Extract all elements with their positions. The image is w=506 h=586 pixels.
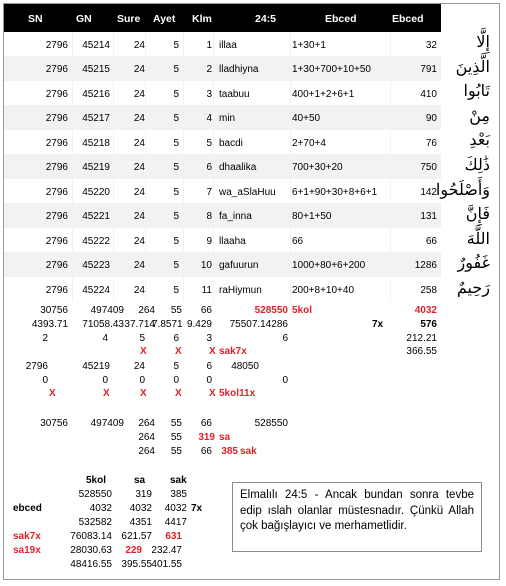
cell-ayet: 5 xyxy=(173,137,179,149)
tag-5kol11x: 5kol11x xyxy=(219,388,256,399)
avg-value: 576 xyxy=(420,319,437,330)
row6-sn: 2796 xyxy=(25,361,48,372)
cell-gn: 45221 xyxy=(82,211,110,223)
arabic-word: ذَٰلِكَ xyxy=(464,155,490,174)
total-klm: 66 xyxy=(200,418,212,429)
cell-value: 66 xyxy=(425,235,437,247)
cell-expr: 66 xyxy=(292,235,304,247)
mod-sure: 5 xyxy=(139,333,145,344)
cell-ayet: 5 xyxy=(173,260,179,272)
summary-cell: 232.47 xyxy=(151,545,182,556)
summary-label-sa19x: sa19x xyxy=(13,545,41,556)
summary-cell: 4351 xyxy=(129,517,152,528)
avg-gn: 71058.43 xyxy=(82,319,124,330)
x-mark: X xyxy=(103,388,110,399)
table-header xyxy=(4,4,441,32)
cell-sn: 2796 xyxy=(45,40,68,51)
zero-gn: 0 xyxy=(102,375,108,386)
sum-sure: 264 xyxy=(138,305,155,316)
x-mark: X xyxy=(140,388,147,399)
x-mark: X xyxy=(175,388,182,399)
header-klm: Klm xyxy=(192,13,212,25)
header-ayet: Ayet xyxy=(153,13,176,25)
cell-expr: 1000+80+6+200 xyxy=(292,260,366,272)
cell-value: 32 xyxy=(425,40,437,51)
summary-cell: 395.55 xyxy=(121,559,152,570)
summary-header-sak: sak xyxy=(170,475,187,486)
cell-sn: 2796 xyxy=(45,211,68,223)
total-expr: 528550 xyxy=(254,418,288,429)
header-sn: SN xyxy=(28,13,43,25)
cell-ayet: 5 xyxy=(173,64,179,76)
avg-ayet: 7.8571 xyxy=(152,319,183,330)
row6-ayet: 5 xyxy=(173,361,179,372)
row6-gn: 45219 xyxy=(82,361,110,372)
cell-word: llaaha xyxy=(219,235,246,247)
cell-sn: 2796 xyxy=(45,113,68,125)
cell-klm: 2 xyxy=(206,64,212,76)
cell-klm: 1 xyxy=(206,40,212,51)
row6-expr: 48050 xyxy=(231,361,259,372)
cell-sure: 24 xyxy=(133,40,145,51)
cell-sure: 24 xyxy=(133,260,145,272)
header-ebced-value: Ebced xyxy=(392,13,424,25)
cell-klm: 5 xyxy=(206,137,212,149)
cell-ayet: 5 xyxy=(173,211,179,223)
row6-klm: 6 xyxy=(206,361,212,372)
mod-klm: 3 xyxy=(206,333,212,344)
arabic-word: إِلَّا xyxy=(476,32,490,51)
zero-expr: 0 xyxy=(282,375,288,386)
cell-word: taabuu xyxy=(219,88,250,100)
summary-cell-highlight: 229 xyxy=(125,545,142,556)
cell-sn: 2796 xyxy=(45,284,68,296)
cell-expr: 1+30+700+10+50 xyxy=(292,64,371,76)
cell-klm: 11 xyxy=(201,284,212,296)
cell-sure: 24 xyxy=(133,162,145,174)
arabic-word: وَأَصْلَحُوا xyxy=(435,179,490,199)
cell-sn: 2796 xyxy=(45,162,68,174)
total-gn: 497409 xyxy=(90,418,124,429)
cell-word: wa_aSlaHuu xyxy=(219,186,276,198)
summary-cell: 401.55 xyxy=(151,559,182,570)
arabic-word: اللَّهَ xyxy=(466,228,490,248)
cell-gn: 45216 xyxy=(82,88,110,100)
cell-ayet: 5 xyxy=(173,235,179,247)
cell-sure: 24 xyxy=(133,88,145,100)
cell-sn: 2796 xyxy=(45,235,68,247)
total-sure: 264 xyxy=(138,418,155,429)
cell-sure: 24 xyxy=(133,211,145,223)
cell-expr: 400+1+2+6+1 xyxy=(292,88,355,100)
zero-sn: 0 xyxy=(42,375,48,386)
arabic-word: رَحِيمٌ xyxy=(456,278,490,297)
cell-gn: 45218 xyxy=(82,137,110,149)
tag-sak7x: sak7x xyxy=(219,346,247,357)
cell-klm: 8 xyxy=(206,211,212,223)
cell-ayet: 5 xyxy=(173,186,179,198)
sak-sure: 264 xyxy=(138,446,155,457)
cell-expr: 6+1+90+30+8+6+1 xyxy=(292,186,378,198)
cell-gn: 45217 xyxy=(82,113,110,125)
total-sn: 30756 xyxy=(40,418,68,429)
tag-sa: sa xyxy=(219,432,231,443)
cell-ayet: 5 xyxy=(173,284,179,296)
summary-cell: 4032 xyxy=(89,503,112,514)
summary-cell: 48416.55 xyxy=(70,559,112,570)
cell-gn: 45223 xyxy=(82,260,110,272)
ratio-value-2: 366.55 xyxy=(406,346,437,357)
x-mark: X xyxy=(209,346,216,357)
summary-label-sak7x: sak7x xyxy=(13,531,41,542)
cell-sn: 2796 xyxy=(45,64,68,76)
avg-expr: 75507.14286 xyxy=(229,319,288,330)
arabic-word: مِنْ xyxy=(469,105,490,125)
cell-value: 750 xyxy=(420,162,437,174)
zero-klm: 0 xyxy=(206,375,212,386)
sak-klm: 66 xyxy=(200,446,212,457)
cell-sure: 24 xyxy=(133,284,145,296)
zero-ayet: 0 xyxy=(173,375,179,386)
cell-sure: 24 xyxy=(133,113,145,125)
tag-sak: sak xyxy=(240,446,257,457)
cell-value: 90 xyxy=(425,113,437,125)
cell-value: 410 xyxy=(420,88,437,100)
summary-cell: 532582 xyxy=(78,517,112,528)
row6-sure: 24 xyxy=(133,361,145,372)
mod-gn: 4 xyxy=(102,333,108,344)
arabic-word: غَفُورٌ xyxy=(457,253,490,273)
x-mark: X xyxy=(209,388,216,399)
x-mark: X xyxy=(175,346,182,357)
tag-7x: 7x xyxy=(372,319,384,330)
cell-word: bacdi xyxy=(219,137,243,149)
sum-expr: 528550 xyxy=(254,305,288,316)
cell-ayet: 5 xyxy=(173,40,179,51)
sa-sure: 264 xyxy=(138,432,155,443)
cell-value: 76 xyxy=(425,137,437,149)
cell-ayet: 5 xyxy=(173,113,179,125)
cell-value: 142 xyxy=(420,186,437,198)
sa-ayet: 55 xyxy=(170,432,182,443)
cell-value: 1286 xyxy=(414,260,437,272)
sak-ayet: 55 xyxy=(170,446,182,457)
cell-word: fa_inna xyxy=(219,211,252,223)
cell-klm: 6 xyxy=(206,162,212,174)
avg-klm: 9.429 xyxy=(186,319,212,330)
summary-cell: 4032 xyxy=(164,503,187,514)
cell-gn: 45214 xyxy=(82,40,110,51)
cell-expr: 80+1+50 xyxy=(292,211,332,223)
cell-word: dhaalika xyxy=(219,162,257,174)
mod-ayet: 6 xyxy=(173,333,179,344)
zero-sure: 0 xyxy=(139,375,145,386)
cell-value: 791 xyxy=(420,64,437,76)
cell-word: illaa xyxy=(219,40,237,51)
summary-header-sa: sa xyxy=(134,475,146,486)
cell-gn: 45224 xyxy=(82,284,110,296)
avg-sure: 37.714 xyxy=(124,319,155,330)
cell-sn: 2796 xyxy=(45,186,68,198)
summary-cell: 319 xyxy=(135,489,152,500)
summary-cell-highlight: 631 xyxy=(165,531,182,542)
sa-sum: 319 xyxy=(198,432,215,443)
cell-gn: 45222 xyxy=(82,235,110,247)
cell-gn: 45215 xyxy=(82,64,110,76)
cell-klm: 3 xyxy=(206,88,212,100)
cell-ayet: 5 xyxy=(173,88,179,100)
cell-expr: 200+8+10+40 xyxy=(292,284,355,296)
cell-ayet: 5 xyxy=(173,162,179,174)
summary-tag-7x: 7x xyxy=(191,503,203,514)
cell-sn: 2796 xyxy=(45,137,68,149)
cell-word: min xyxy=(219,113,236,125)
cell-klm: 9 xyxy=(206,235,212,247)
mod-expr: 6 xyxy=(282,333,288,344)
summary-cell: 28030.63 xyxy=(70,545,112,556)
mod-sn: 2 xyxy=(42,333,48,344)
cell-sure: 24 xyxy=(133,186,145,198)
header-ref: 24:5 xyxy=(255,13,277,25)
translation-note: Elmalılı 24:5 - Ancak bundan sonra tevbe edip ıslah olanlar müstesnadır. Çünkü Allah çok bağışlayıcı ve merhametlidir. xyxy=(232,482,482,552)
sum-klm: 66 xyxy=(200,305,212,316)
cell-word: raHiymun xyxy=(219,284,262,296)
cell-klm: 10 xyxy=(200,260,212,272)
cell-expr: 1+30+1 xyxy=(292,40,326,51)
arabic-verse-column xyxy=(435,4,496,297)
arabic-word: تَابُوا xyxy=(463,81,490,101)
summary-label-ebced: ebced xyxy=(13,503,42,514)
arabic-word: فَإِنَّ xyxy=(465,204,490,224)
cell-expr: 700+30+20 xyxy=(292,162,343,174)
summary-cell: 385 xyxy=(170,489,187,500)
summary-cell: 4032 xyxy=(129,503,152,514)
cell-value: 258 xyxy=(420,284,437,296)
sum-gn: 497409 xyxy=(90,305,124,316)
cell-value: 131 xyxy=(420,211,437,223)
cell-sn: 2796 xyxy=(45,88,68,100)
cell-gn: 45219 xyxy=(82,162,110,174)
cell-gn: 45220 xyxy=(82,186,110,198)
header-sure: Sure xyxy=(117,13,141,25)
arabic-word: الَّذِينَ xyxy=(455,56,490,76)
arabic-word: بَعْدِ xyxy=(469,130,490,150)
summary-cell: 76083.14 xyxy=(70,531,112,542)
sum-tag-5kol: 5kol xyxy=(292,305,313,316)
avg-sn: 4393.71 xyxy=(31,319,68,330)
summary-cell: 4417 xyxy=(164,517,187,528)
cell-sure: 24 xyxy=(133,235,145,247)
sum-ayet: 55 xyxy=(170,305,182,316)
sak-sum: 385 xyxy=(221,446,238,457)
sum-sn: 30756 xyxy=(40,305,68,316)
summary-cell: 528550 xyxy=(78,489,112,500)
x-mark: X xyxy=(140,346,147,357)
sum-value: 4032 xyxy=(414,305,437,316)
x-mark: X xyxy=(49,388,56,399)
cell-sn: 2796 xyxy=(45,260,68,272)
ratio-value-1: 212.21 xyxy=(406,333,437,344)
header-ebced-expr: Ebced xyxy=(325,13,357,25)
summary-cell: 621.57 xyxy=(121,531,152,542)
cell-word: gafuurun xyxy=(219,260,259,272)
header-gn: GN xyxy=(76,13,92,25)
cell-expr: 40+50 xyxy=(292,113,321,125)
summary-header-5kol: 5kol xyxy=(86,475,107,486)
cell-sure: 24 xyxy=(133,137,145,149)
total-ayet: 55 xyxy=(170,418,182,429)
cell-klm: 7 xyxy=(206,186,212,198)
cell-klm: 4 xyxy=(206,113,212,125)
cell-expr: 2+70+4 xyxy=(292,137,326,149)
cell-word: lladhiyna xyxy=(219,64,259,76)
cell-sure: 24 xyxy=(133,64,145,76)
